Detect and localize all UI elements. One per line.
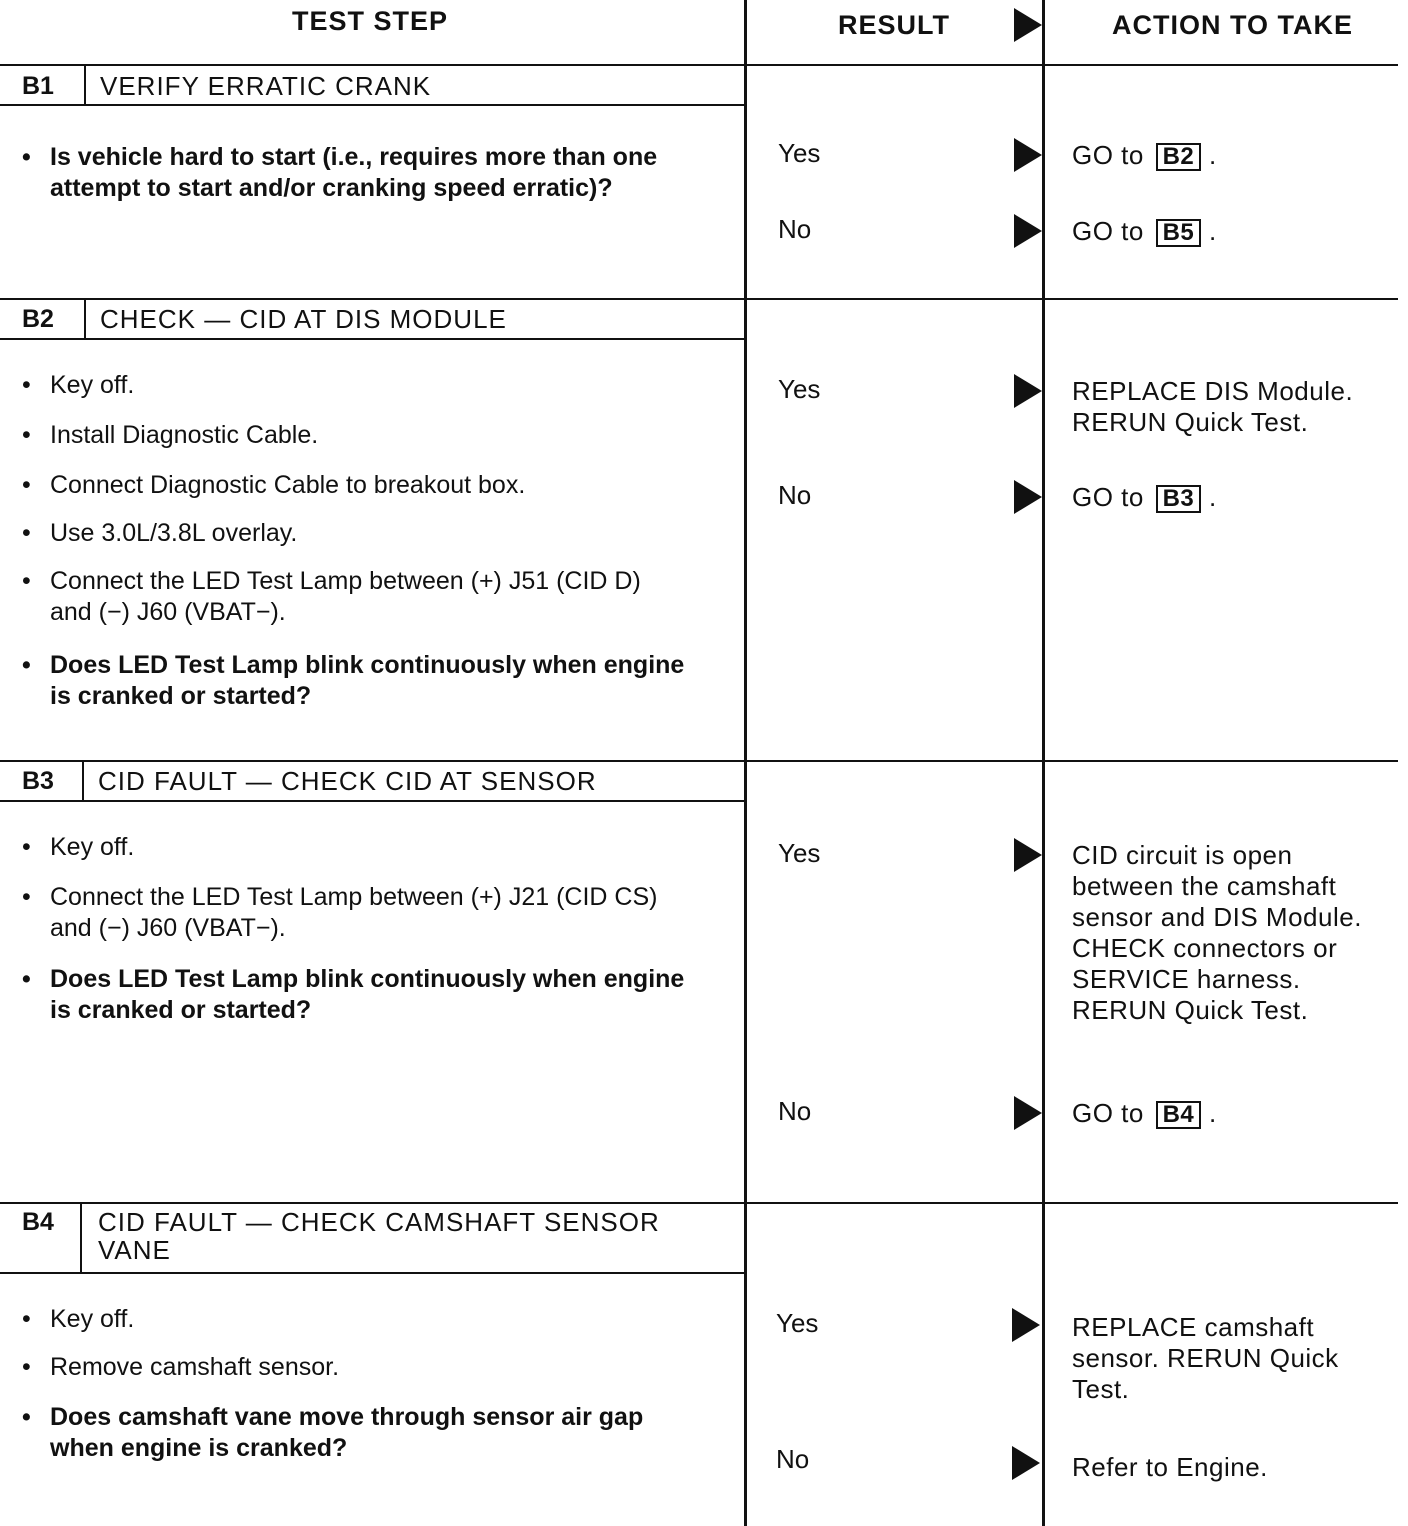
b2-id-divider	[84, 298, 86, 340]
header-rule	[0, 64, 1398, 66]
b3-action-no: GO to B4 .	[1072, 1098, 1217, 1128]
b2-top-rule	[0, 298, 1398, 300]
step-id-b3: B3	[22, 767, 54, 795]
b2-bullet-6: • Does LED Test Lamp blink continuously when engine is cranked or started?	[22, 651, 685, 710]
header-test-step: TEST STEP	[292, 6, 449, 36]
b3-title-rule	[0, 800, 746, 802]
b1-bullet-1: • Is vehicle hard to start (i.e., requires more than one attempt to start and/or cranking speed erratic)?	[22, 143, 658, 202]
b2-bullet-3: • Connect Diagnostic Cable to breakout box.	[22, 471, 526, 499]
step-title-b4: CID FAULT — CHECK CAMSHAFT SENSOR VANE	[98, 1207, 660, 1265]
b4-no-arrow-icon	[1012, 1446, 1040, 1480]
b2-action-yes: REPLACE DIS Module. RERUN Quick Test.	[1072, 376, 1354, 437]
b3-no-arrow-icon	[1014, 1096, 1042, 1130]
step-id-b1: B1	[22, 72, 54, 100]
b3-bullet-2: • Connect the LED Test Lamp between (+) J21 (CID CS) and (−) J60 (VBAT−).	[22, 883, 658, 942]
step-title-b2: CHECK — CID AT DIS MODULE	[100, 304, 507, 334]
b1-result-no: No	[778, 214, 812, 244]
b3-bullet-3: • Does LED Test Lamp blink continuously when engine is cranked or started?	[22, 965, 685, 1024]
b2-title-rule	[0, 338, 746, 340]
b4-bullet-2: • Remove camshaft sensor.	[22, 1353, 340, 1381]
b2-yes-arrow-icon	[1014, 374, 1042, 408]
b3-bullet-1: • Key off.	[22, 833, 135, 861]
b4-action-no: Refer to Engine.	[1072, 1452, 1268, 1482]
ref-b3-box: B3	[1156, 485, 1202, 513]
b1-yes-arrow-icon	[1014, 138, 1042, 172]
header-arrow-icon	[1014, 8, 1042, 42]
b4-result-yes: Yes	[776, 1308, 819, 1338]
b4-result-no: No	[776, 1444, 810, 1474]
b2-no-arrow-icon	[1014, 480, 1042, 514]
step-title-b3: CID FAULT — CHECK CID AT SENSOR	[98, 766, 597, 796]
ref-b2-box: B2	[1156, 143, 1202, 171]
b3-top-rule	[0, 760, 1398, 762]
b2-bullet-4: • Use 3.0L/3.8L overlay.	[22, 519, 298, 547]
divider-result	[744, 0, 747, 1526]
step-id-b2: B2	[22, 305, 54, 333]
b2-result-no: No	[778, 480, 812, 510]
b1-id-divider	[84, 64, 86, 106]
b4-title-rule	[0, 1272, 746, 1274]
b4-yes-arrow-icon	[1012, 1308, 1040, 1342]
b2-bullet-5: • Connect the LED Test Lamp between (+) J51 (CID D) and (−) J60 (VBAT−).	[22, 567, 641, 626]
b4-action-yes: REPLACE camshaft sensor. RERUN Quick Test.	[1072, 1312, 1339, 1404]
ref-b5-box: B5	[1156, 219, 1202, 247]
b3-id-divider	[82, 760, 84, 802]
b2-result-yes: Yes	[778, 374, 821, 404]
b4-bullet-3: • Does camshaft vane move through sensor air gap when engine is cranked?	[22, 1403, 644, 1462]
header-result: RESULT	[838, 10, 950, 40]
b1-action-yes: GO to B2 .	[1072, 140, 1217, 170]
step-title-b1: VERIFY ERRATIC CRANK	[100, 71, 432, 101]
b4-bullet-1: • Key off.	[22, 1305, 135, 1333]
b1-result-yes: Yes	[778, 138, 821, 168]
b3-result-yes: Yes	[778, 838, 821, 868]
b1-title-rule	[0, 104, 746, 106]
b2-action-no: GO to B3 .	[1072, 482, 1217, 512]
b3-yes-arrow-icon	[1014, 838, 1042, 872]
ref-b4-box: B4	[1156, 1101, 1202, 1129]
header-action: ACTION TO TAKE	[1112, 10, 1353, 40]
b3-result-no: No	[778, 1096, 812, 1126]
b4-top-rule	[0, 1202, 1398, 1204]
step-id-b4: B4	[22, 1208, 54, 1236]
b1-no-arrow-icon	[1014, 214, 1042, 248]
b2-bullet-2: • Install Diagnostic Cable.	[22, 421, 319, 449]
b4-id-divider	[80, 1202, 82, 1274]
b1-action-no: GO to B5 .	[1072, 216, 1217, 246]
b2-bullet-1: • Key off.	[22, 371, 135, 399]
divider-action	[1042, 0, 1045, 1526]
b3-action-yes: CID circuit is open between the camshaft sensor and DIS Module. CHECK connectors or SERVICE harness. RERUN Quick Test.	[1072, 840, 1362, 1025]
